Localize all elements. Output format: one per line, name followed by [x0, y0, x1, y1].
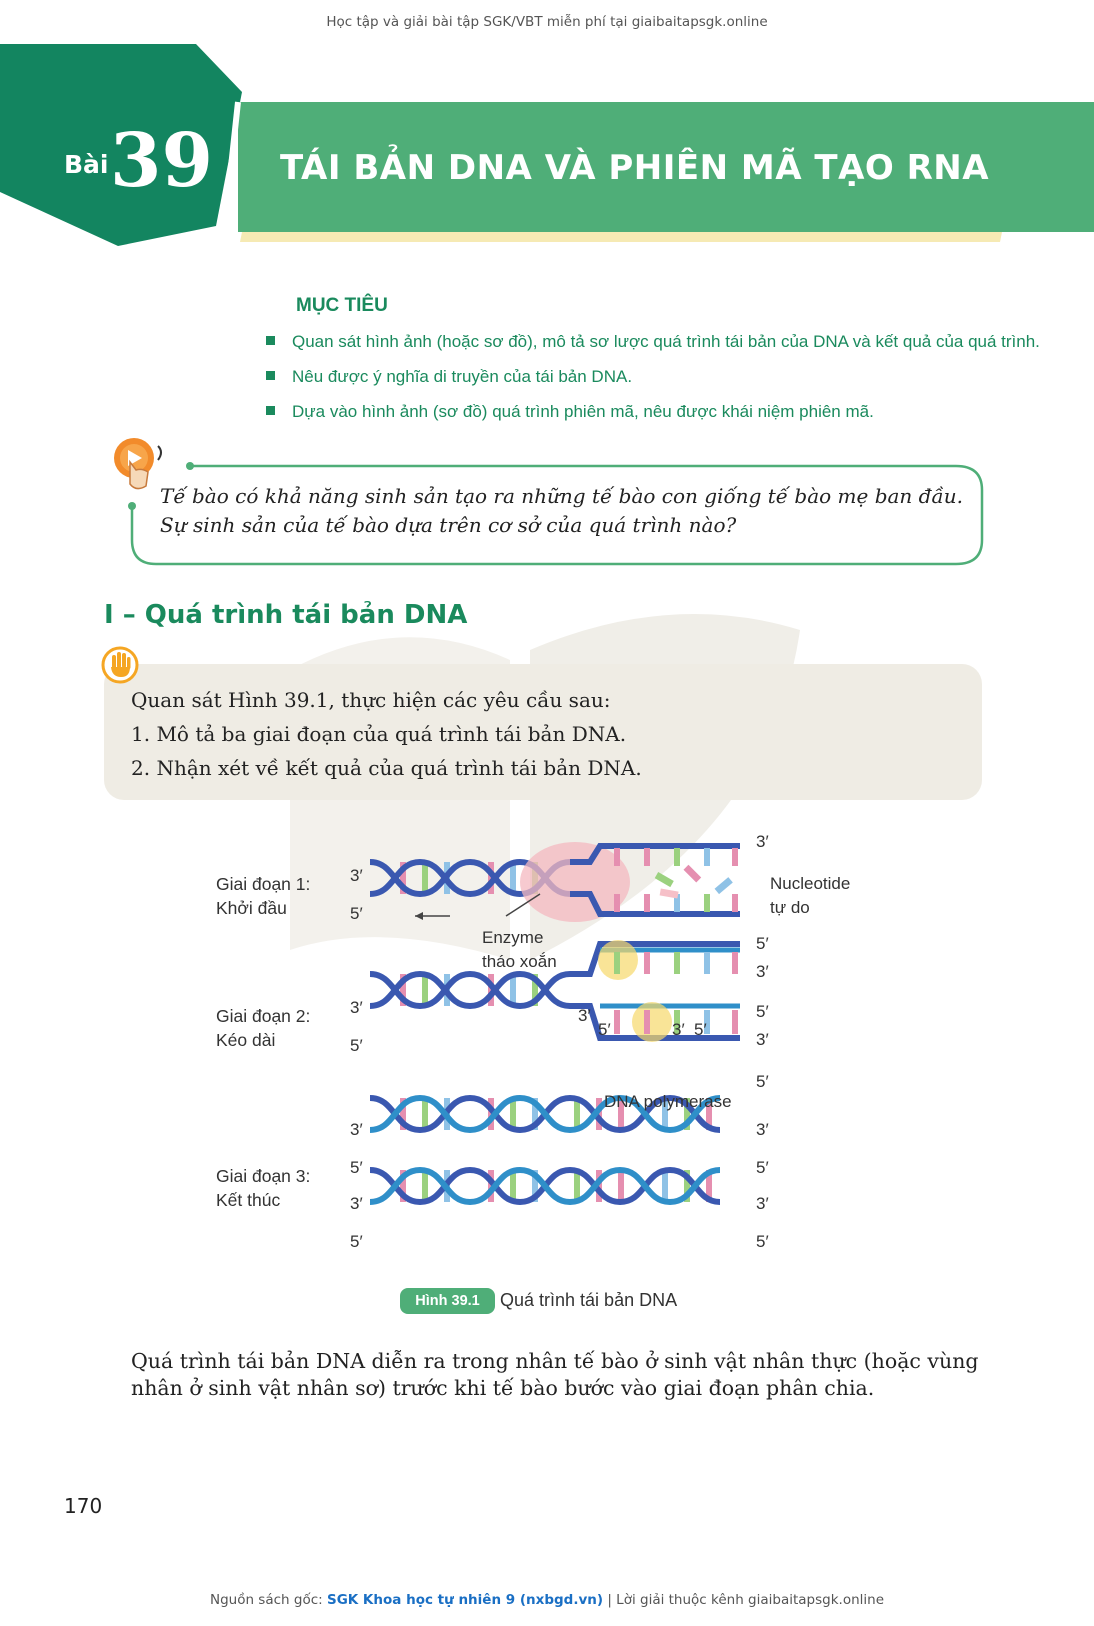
figure-caption: Quá trình tái bản DNA — [500, 1290, 678, 1310]
lesson-label: Bài — [64, 150, 109, 179]
figure-badge: Hình 39.1 — [400, 1288, 495, 1314]
prime-label: 5′ — [350, 1036, 363, 1055]
polymerase-label: DNA polymerase — [604, 1092, 732, 1111]
footer-note: Nguồn sách gốc: SGK Khoa học tự nhiên 9 (nxbgd.vn) | Lời giải thuộc kênh giaibaitapsgk.online — [209, 1592, 885, 1608]
prime-label: 3′ — [350, 866, 363, 885]
stage1-helix — [370, 842, 740, 922]
lesson-title: TÁI BẢN DNA VÀ PHIÊN MÃ TẠO RNA — [280, 148, 990, 188]
prime-label: 3′ — [756, 1030, 769, 1049]
prime-label: 3′ — [578, 1006, 591, 1025]
objective-item: Quan sát hình ảnh (hoặc sơ đồ), mô tả sơ lược quá trình tái bản của DNA và kết quả của quá trình. — [266, 332, 1040, 352]
objectives-heading: MỤC TIÊU — [296, 295, 388, 316]
prime-label: 3′ — [350, 998, 363, 1017]
stage2-label: Giai đoạn 2: Kéo dài — [216, 1006, 311, 1050]
prime-label: 5′ — [598, 1020, 611, 1039]
prime-label: 5′ — [756, 934, 769, 953]
prime-label: 5′ — [756, 1232, 769, 1251]
nucleotide-label: Nucleotide tự do — [770, 874, 851, 917]
dna-replication-diagram — [360, 840, 790, 1250]
prime-label: 5′ — [350, 1158, 363, 1177]
body-paragraph: Quá trình tái bản DNA diễn ra trong nhân tế bào ở sinh vật nhân thực (hoặc vùng nhân ở sinh vật nhân sơ) trước khi tế bào bước vào giai đoạn phân chia. — [131, 1349, 979, 1400]
hand-raise-icon — [100, 645, 140, 685]
objective-item: Nêu được ý nghĩa di truyền của tái bản DNA. — [266, 367, 632, 387]
activity-task-2: 2. Nhận xét về kết quả của quá trình tái bản DNA. — [131, 756, 642, 780]
prime-label: 5′ — [756, 1002, 769, 1021]
page-number: 170 — [64, 1494, 103, 1518]
prime-label: 3′ — [672, 1020, 685, 1039]
prime-label: 3′ — [756, 1120, 769, 1139]
stage3-label: Giai đoạn 3: Kết thúc — [216, 1166, 311, 1210]
prime-label: 3′ — [350, 1194, 363, 1213]
bullet-square-icon — [266, 406, 275, 415]
stage1-label: Giai đoạn 1: Khởi đầu — [216, 874, 311, 918]
pointer-hand-icon — [114, 438, 161, 489]
bullet-square-icon — [266, 336, 275, 345]
prime-label: 3′ — [756, 1194, 769, 1213]
prime-label: 5′ — [756, 1158, 769, 1177]
prime-label: 5′ — [694, 1020, 707, 1039]
top-note: Học tập và giải bài tập SGK/VBT miễn phí tại giaibaitapsgk.online — [326, 14, 768, 30]
prime-label: 5′ — [350, 1232, 363, 1251]
stage3-helix-2 — [370, 1170, 720, 1202]
prime-label: 3′ — [756, 832, 769, 851]
activity-instruction: Quan sát Hình 39.1, thực hiện các yêu cầu sau: — [131, 688, 611, 712]
question-text: Tế bào có khả năng sinh sản tạo ra những tế bào con giống tế bào mẹ ban đầu. Sự sinh sản của tế bào dựa trên cơ sở của quá trình nào? — [160, 484, 963, 537]
section-title: I – Quá trình tái bản DNA — [104, 600, 468, 630]
activity-task-1: 1. Mô tả ba giai đoạn của quá trình tái bản DNA. — [131, 722, 627, 746]
lesson-number: 39 — [110, 118, 213, 204]
prime-label: 5′ — [350, 904, 363, 923]
enzyme-label: Enzyme tháo xoắn — [482, 928, 557, 971]
footer-source-link[interactable]: SGK Khoa học tự nhiên 9 (nxbgd.vn) — [326, 1592, 604, 1608]
prime-label: 3′ — [756, 962, 769, 981]
prime-label: 5′ — [756, 1072, 769, 1091]
bullet-square-icon — [266, 371, 275, 380]
objective-item: Dựa vào hình ảnh (sơ đồ) quá trình phiên mã, nêu được khái niệm phiên mã. — [266, 402, 874, 422]
prime-label: 3′ — [350, 1120, 363, 1139]
